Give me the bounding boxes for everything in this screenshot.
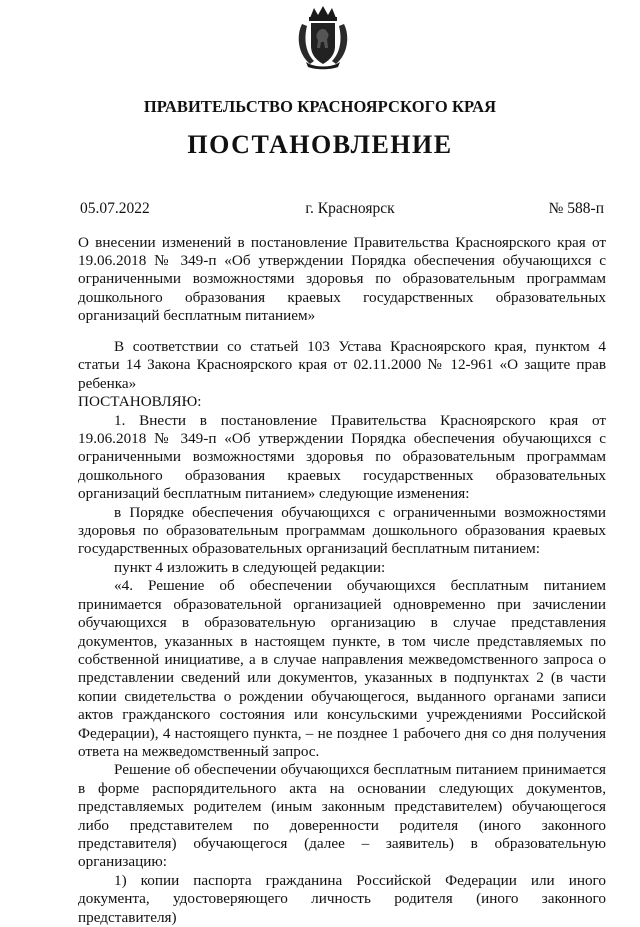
paragraph-point-4-intro: пункт 4 изложить в следующей редакции:: [114, 558, 386, 576]
document-type-title: ПОСТАНОВЛЕНИЕ: [187, 130, 453, 159]
document-city: г. Красноярск: [305, 200, 395, 217]
paragraph-item-1: 1. Внести в постановление Правительства Красноярского края от 19.06.2018 № 349-п «Об утверждении Порядка обеспечения обучающихся с ограниченными возможностями здоровья по образовательным программам дошкольного образования краевых государственных образовательных организаций бесплатным питанием» следующие изменения:: [78, 411, 606, 503]
paragraph-decision-basis: Решение об обеспечении обучающихся бесплатным питанием принимается в форме распорядительного акта на основании следующих документов, представляемых родителем (иным законным представителем) обучающегося либо представителем по доверенности родителя (иного законного представителя) обучающегося (далее – заявитель) в образовательную организацию:: [78, 761, 606, 871]
paragraph-subitem-1: 1) копии паспорта гражданина Российской Федерации или иного документа, удостоверяющего личность родителя (иного законного представителя): [78, 871, 606, 926]
paragraph-point-4-text: «4. Решение об обеспечении обучающихся бесплатным питанием принимается образовательной организацией одновременно при зачислении обучающихся в образовательную организацию в случае представления документов, указанных в настоящем пункте, в том числе представляемых по собственной инициативе, а в случае направления межведомственного запроса о представлении сведений или документов, указанных в подпунктах 2 (в части копии свидетельства о рождении обучающегося, выданного органами записи актов гражданского состояния или консульскими учреждениями Российской Федерации), 4 настоящего пункта, – не позднее 1 рабочего дня со дня получения ответа на межведомственный запрос.: [78, 577, 606, 760]
document-meta: [80, 200, 604, 220]
paragraph-order-change: в Порядке обеспечения обучающихся с ограниченными возможностями здоровья по образовательным программам дошкольного образования краевых государственных образовательных организаций бесплатным питанием:: [78, 503, 606, 558]
document-body: [78, 338, 606, 927]
paragraph-resolve: ПОСТАНОВЛЯЮ:: [78, 393, 202, 411]
document-subject: О внесении изменений в постановление Правительства Красноярского края от 19.06.2018 № 349-п «Об утверждении Порядка обеспечения обучающихся с ограниченными возможностями здоровья по образовательным программам дошкольного образования краевых государственных образовательных организаций бесплатным питанием»: [78, 234, 606, 324]
document-date: 05.07.2022: [80, 200, 150, 217]
document-number: № 588-п: [548, 200, 604, 217]
organization-title: ПРАВИТЕЛЬСТВО КРАСНОЯРСКОГО КРАЯ: [143, 97, 497, 116]
paragraph-preamble: В соответствии со статьей 103 Устава Красноярского края, пунктом 4 статьи 14 Закона Красноярского края от 02.11.2000 № 12-961 «О защите прав ребенка»: [78, 338, 606, 392]
coat-of-arms-icon: [296, 6, 350, 70]
